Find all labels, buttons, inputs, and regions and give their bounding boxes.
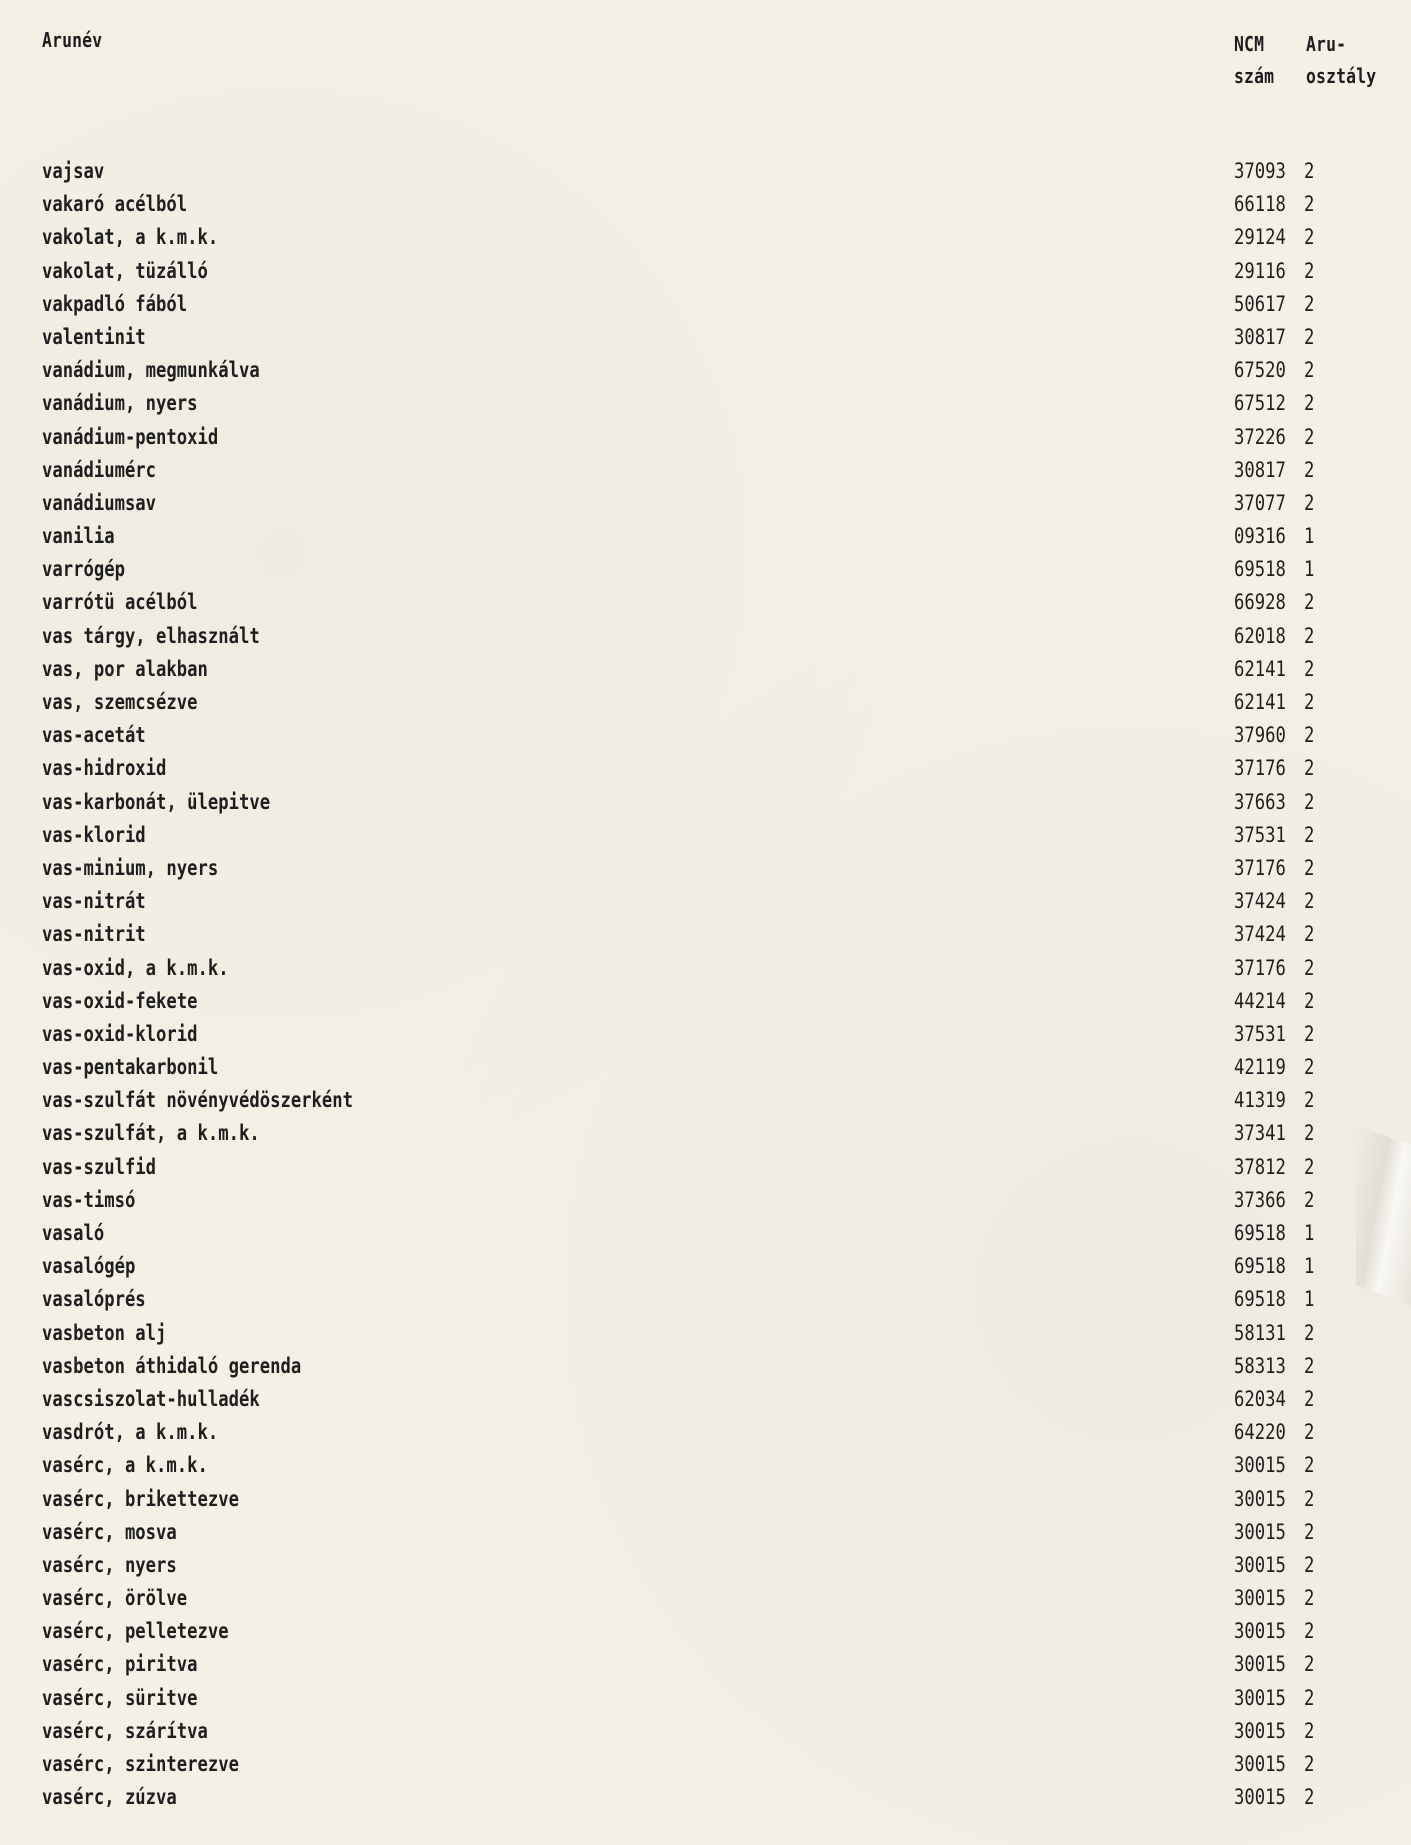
product-class: 2 bbox=[1304, 391, 1315, 416]
product-class: 2 bbox=[1304, 1718, 1315, 1743]
product-class: 1 bbox=[1304, 557, 1315, 582]
list-item bbox=[42, 1286, 1382, 1319]
ncm-number: 66118 bbox=[1234, 192, 1286, 217]
product-name: vas-oxid-klorid bbox=[42, 1021, 198, 1046]
product-class: 2 bbox=[1304, 889, 1315, 914]
product-class: 2 bbox=[1304, 922, 1315, 947]
product-class: 2 bbox=[1304, 1552, 1315, 1577]
ncm-number: 62141 bbox=[1234, 690, 1286, 714]
product-class: 2 bbox=[1304, 1785, 1315, 1810]
ncm-number: 30015 bbox=[1234, 1785, 1286, 1810]
list-item bbox=[42, 1618, 1382, 1651]
list-item bbox=[42, 1021, 1382, 1054]
list-item bbox=[42, 955, 1382, 988]
product-name: vajsav bbox=[42, 159, 105, 183]
product-class: 2 bbox=[1304, 258, 1315, 283]
ncm-number: 30817 bbox=[1234, 457, 1286, 482]
ncm-number: 62034 bbox=[1234, 1386, 1286, 1411]
product-name: vakpadló fából bbox=[42, 291, 188, 316]
ncm-number: 30015 bbox=[1234, 1752, 1286, 1776]
ncm-number: 58313 bbox=[1234, 1353, 1286, 1378]
product-name: vanádium, megmunkálva bbox=[42, 358, 260, 383]
list-item bbox=[42, 689, 1382, 722]
product-name: vas-nitrát bbox=[42, 889, 146, 914]
product-name: vas, szemcsézve bbox=[42, 690, 198, 714]
ncm-number: 37226 bbox=[1234, 424, 1286, 449]
product-class: 2 bbox=[1304, 855, 1315, 880]
list-item bbox=[42, 988, 1382, 1021]
product-class: 2 bbox=[1304, 457, 1315, 482]
product-class: 2 bbox=[1304, 1652, 1315, 1677]
ncm-number: 37093 bbox=[1234, 159, 1286, 183]
list-item bbox=[42, 855, 1382, 888]
ncm-number: 69518 bbox=[1234, 1287, 1286, 1312]
ncm-number: 37531 bbox=[1234, 822, 1286, 847]
column-header-product-class bbox=[1306, 28, 1376, 92]
list-item bbox=[42, 1253, 1382, 1286]
product-class: 1 bbox=[1304, 1254, 1315, 1279]
product-name: vas-timsó bbox=[42, 1187, 136, 1212]
product-name: vas, por alakban bbox=[42, 656, 208, 681]
ncm-number: 37366 bbox=[1234, 1187, 1286, 1212]
product-name: varrótü acélból bbox=[42, 590, 198, 615]
product-class: 2 bbox=[1304, 1021, 1315, 1046]
list-item bbox=[42, 1751, 1382, 1784]
product-class: 2 bbox=[1304, 590, 1315, 615]
column-header-ncm-number bbox=[1234, 28, 1274, 92]
product-name: vasalóprés bbox=[42, 1287, 146, 1312]
ncm-number: 66928 bbox=[1234, 590, 1286, 615]
product-class: 2 bbox=[1304, 723, 1315, 748]
ncm-number: 30015 bbox=[1234, 1652, 1286, 1677]
product-class: 2 bbox=[1304, 822, 1315, 847]
product-class: 1 bbox=[1304, 1221, 1315, 1245]
ncm-number: 30015 bbox=[1234, 1486, 1286, 1511]
list-item bbox=[42, 324, 1382, 357]
ncm-number: 44214 bbox=[1234, 988, 1286, 1013]
ncm-number: 30817 bbox=[1234, 324, 1286, 349]
list-item bbox=[42, 1718, 1382, 1751]
list-item bbox=[42, 1552, 1382, 1585]
ncm-number: 69518 bbox=[1234, 1221, 1286, 1245]
list-item bbox=[42, 1685, 1382, 1718]
ncm-number: 37531 bbox=[1234, 1021, 1286, 1046]
list-item bbox=[42, 1353, 1382, 1386]
product-name: vasérc, pelletezve bbox=[42, 1619, 229, 1644]
ncm-number: 37077 bbox=[1234, 490, 1286, 515]
product-class: 2 bbox=[1304, 159, 1315, 183]
ncm-number: 67512 bbox=[1234, 391, 1286, 416]
list-item bbox=[42, 755, 1382, 788]
list-item bbox=[42, 822, 1382, 855]
product-class: 2 bbox=[1304, 1154, 1315, 1179]
product-name: vas-szulfid bbox=[42, 1154, 157, 1179]
ncm-number: 62141 bbox=[1234, 656, 1286, 681]
product-class: 2 bbox=[1304, 358, 1315, 383]
list-item bbox=[42, 1320, 1382, 1353]
list-item bbox=[42, 888, 1382, 921]
product-name: vas-minium, nyers bbox=[42, 855, 219, 880]
product-name: vasérc, brikettezve bbox=[42, 1486, 239, 1511]
product-name: vas-oxid-fekete bbox=[42, 988, 198, 1013]
list-item bbox=[42, 523, 1382, 556]
product-class: 2 bbox=[1304, 955, 1315, 980]
ncm-number: 30015 bbox=[1234, 1586, 1286, 1611]
product-class: 2 bbox=[1304, 324, 1315, 349]
product-name: vasaló bbox=[42, 1221, 105, 1245]
list-item bbox=[42, 258, 1382, 291]
ncm-number: 37424 bbox=[1234, 922, 1286, 947]
product-class: 2 bbox=[1304, 490, 1315, 515]
product-name: vas-acetát bbox=[42, 723, 146, 748]
product-class: 2 bbox=[1304, 1486, 1315, 1511]
ncm-number: 69518 bbox=[1234, 1254, 1286, 1279]
list-item bbox=[42, 1087, 1382, 1120]
ncm-number: 58131 bbox=[1234, 1320, 1286, 1345]
ncm-number: 30015 bbox=[1234, 1619, 1286, 1644]
product-name: vasérc, a k.m.k. bbox=[42, 1453, 208, 1478]
product-class: 2 bbox=[1304, 1353, 1315, 1378]
product-name: vas-nitrit bbox=[42, 922, 146, 947]
product-name: vas-oxid, a k.m.k. bbox=[42, 955, 229, 980]
product-class: 2 bbox=[1304, 291, 1315, 316]
class-header-line-1: Aru- bbox=[1306, 32, 1347, 56]
list-item bbox=[42, 158, 1382, 191]
product-class: 2 bbox=[1304, 656, 1315, 681]
product-class: 2 bbox=[1304, 1586, 1315, 1611]
product-class: 2 bbox=[1304, 1187, 1315, 1212]
product-name: vasérc, piritva bbox=[42, 1652, 198, 1677]
product-class: 2 bbox=[1304, 756, 1315, 781]
ncm-number: 29124 bbox=[1234, 225, 1286, 250]
list-item bbox=[42, 789, 1382, 822]
ncm-number: 37663 bbox=[1234, 789, 1286, 814]
product-name: varrógép bbox=[42, 557, 125, 582]
list-item bbox=[42, 1419, 1382, 1452]
ncm-number: 64220 bbox=[1234, 1420, 1286, 1445]
list-item bbox=[42, 589, 1382, 622]
product-name: vas-pentakarbonil bbox=[42, 1055, 219, 1080]
list-item bbox=[42, 1386, 1382, 1419]
product-class: 2 bbox=[1304, 1386, 1315, 1411]
list-item bbox=[42, 1120, 1382, 1153]
ncm-number: 30015 bbox=[1234, 1685, 1286, 1710]
product-name: vakolat, tüzálló bbox=[42, 258, 208, 283]
ncm-number: 09316 bbox=[1234, 524, 1286, 549]
list-item bbox=[42, 921, 1382, 954]
product-class: 2 bbox=[1304, 1619, 1315, 1644]
list-item bbox=[42, 656, 1382, 689]
ncm-number: 30015 bbox=[1234, 1552, 1286, 1577]
product-name: vasalógép bbox=[42, 1254, 136, 1279]
product-name: vasdrót, a k.m.k. bbox=[42, 1420, 219, 1445]
product-class: 2 bbox=[1304, 690, 1315, 714]
product-name: vakaró acélból bbox=[42, 192, 188, 217]
ncm-number: 37176 bbox=[1234, 756, 1286, 781]
list-item bbox=[42, 457, 1382, 490]
list-item bbox=[42, 623, 1382, 656]
product-class: 2 bbox=[1304, 1519, 1315, 1544]
ncm-number: 50617 bbox=[1234, 291, 1286, 316]
product-class: 2 bbox=[1304, 988, 1315, 1013]
product-class: 2 bbox=[1304, 1453, 1315, 1478]
product-name: vas-szulfát, a k.m.k. bbox=[42, 1121, 260, 1146]
list-item bbox=[42, 1784, 1382, 1817]
list-item bbox=[42, 1154, 1382, 1187]
product-name: vanilia bbox=[42, 524, 115, 549]
ncm-number: 29116 bbox=[1234, 258, 1286, 283]
list-item bbox=[42, 224, 1382, 257]
ncm-number: 67520 bbox=[1234, 358, 1286, 383]
product-name: vas-hidroxid bbox=[42, 756, 167, 781]
product-list bbox=[42, 158, 1382, 1817]
list-item bbox=[42, 490, 1382, 523]
list-item bbox=[42, 357, 1382, 390]
product-name: vasbeton áthidaló gerenda bbox=[42, 1353, 302, 1378]
ncm-number: 37424 bbox=[1234, 889, 1286, 914]
product-name: vanádium-pentoxid bbox=[42, 424, 219, 449]
list-item bbox=[42, 1585, 1382, 1618]
product-name: vas tárgy, elhasznált bbox=[42, 623, 260, 648]
ncm-number: 37812 bbox=[1234, 1154, 1286, 1179]
product-name: vanádiumérc bbox=[42, 457, 157, 482]
product-class: 2 bbox=[1304, 192, 1315, 217]
ncm-number: 69518 bbox=[1234, 557, 1286, 582]
ncm-number: 41319 bbox=[1234, 1088, 1286, 1113]
product-class: 2 bbox=[1304, 225, 1315, 250]
column-header-product-name: Arunév bbox=[42, 28, 103, 52]
product-name: vasérc, nyers bbox=[42, 1552, 177, 1577]
product-name: vasbeton alj bbox=[42, 1320, 167, 1345]
ncm-header-line-2: szám bbox=[1234, 64, 1275, 88]
product-class: 2 bbox=[1304, 1055, 1315, 1080]
list-item bbox=[42, 1054, 1382, 1087]
class-header-line-2: osztály bbox=[1306, 64, 1377, 88]
ncm-number: 37341 bbox=[1234, 1121, 1286, 1146]
product-name: vasérc, szinterezve bbox=[42, 1752, 239, 1776]
list-item bbox=[42, 424, 1382, 457]
product-class: 1 bbox=[1304, 524, 1315, 549]
list-item bbox=[42, 722, 1382, 755]
product-name: vascsiszolat-hulladék bbox=[42, 1386, 260, 1411]
list-item bbox=[42, 1220, 1382, 1253]
product-class: 2 bbox=[1304, 1121, 1315, 1146]
product-name: vasérc, zúzva bbox=[42, 1785, 177, 1810]
product-name: vas-szulfát növényvédöszerként bbox=[42, 1088, 354, 1113]
product-name: vakolat, a k.m.k. bbox=[42, 225, 219, 250]
list-item bbox=[42, 1651, 1382, 1684]
ncm-header-line-1: NCM bbox=[1234, 32, 1265, 56]
ncm-number: 37960 bbox=[1234, 723, 1286, 748]
product-name: vas-klorid bbox=[42, 822, 146, 847]
list-item bbox=[42, 1452, 1382, 1485]
product-name: vasérc, örölve bbox=[42, 1586, 188, 1611]
list-item bbox=[42, 191, 1382, 224]
product-name: vasérc, szárítva bbox=[42, 1718, 208, 1743]
product-name: valentinit bbox=[42, 324, 146, 349]
product-name: vanádiumsav bbox=[42, 490, 157, 515]
product-class: 2 bbox=[1304, 1420, 1315, 1445]
list-item bbox=[42, 291, 1382, 324]
list-item bbox=[42, 1486, 1382, 1519]
product-name: vas-karbonát, ülepitve bbox=[42, 789, 271, 814]
ncm-number: 30015 bbox=[1234, 1519, 1286, 1544]
product-class: 1 bbox=[1304, 1287, 1315, 1312]
ncm-number: 30015 bbox=[1234, 1453, 1286, 1478]
product-name: vanádium, nyers bbox=[42, 391, 198, 416]
ncm-number: 37176 bbox=[1234, 855, 1286, 880]
paper-fold-mark bbox=[1356, 1125, 1411, 1305]
product-class: 2 bbox=[1304, 1320, 1315, 1345]
product-class: 2 bbox=[1304, 789, 1315, 814]
product-class: 2 bbox=[1304, 424, 1315, 449]
ncm-number: 62018 bbox=[1234, 623, 1286, 648]
product-name: vasérc, süritve bbox=[42, 1685, 198, 1710]
list-item bbox=[42, 390, 1382, 423]
product-name: vasérc, mosva bbox=[42, 1519, 177, 1544]
product-class: 2 bbox=[1304, 1752, 1315, 1776]
list-item bbox=[42, 1519, 1382, 1552]
product-class: 2 bbox=[1304, 1088, 1315, 1113]
product-class: 2 bbox=[1304, 623, 1315, 648]
ncm-number: 37176 bbox=[1234, 955, 1286, 980]
product-class: 2 bbox=[1304, 1685, 1315, 1710]
list-item bbox=[42, 556, 1382, 589]
ncm-number: 42119 bbox=[1234, 1055, 1286, 1080]
list-item bbox=[42, 1187, 1382, 1220]
ncm-number: 30015 bbox=[1234, 1718, 1286, 1743]
